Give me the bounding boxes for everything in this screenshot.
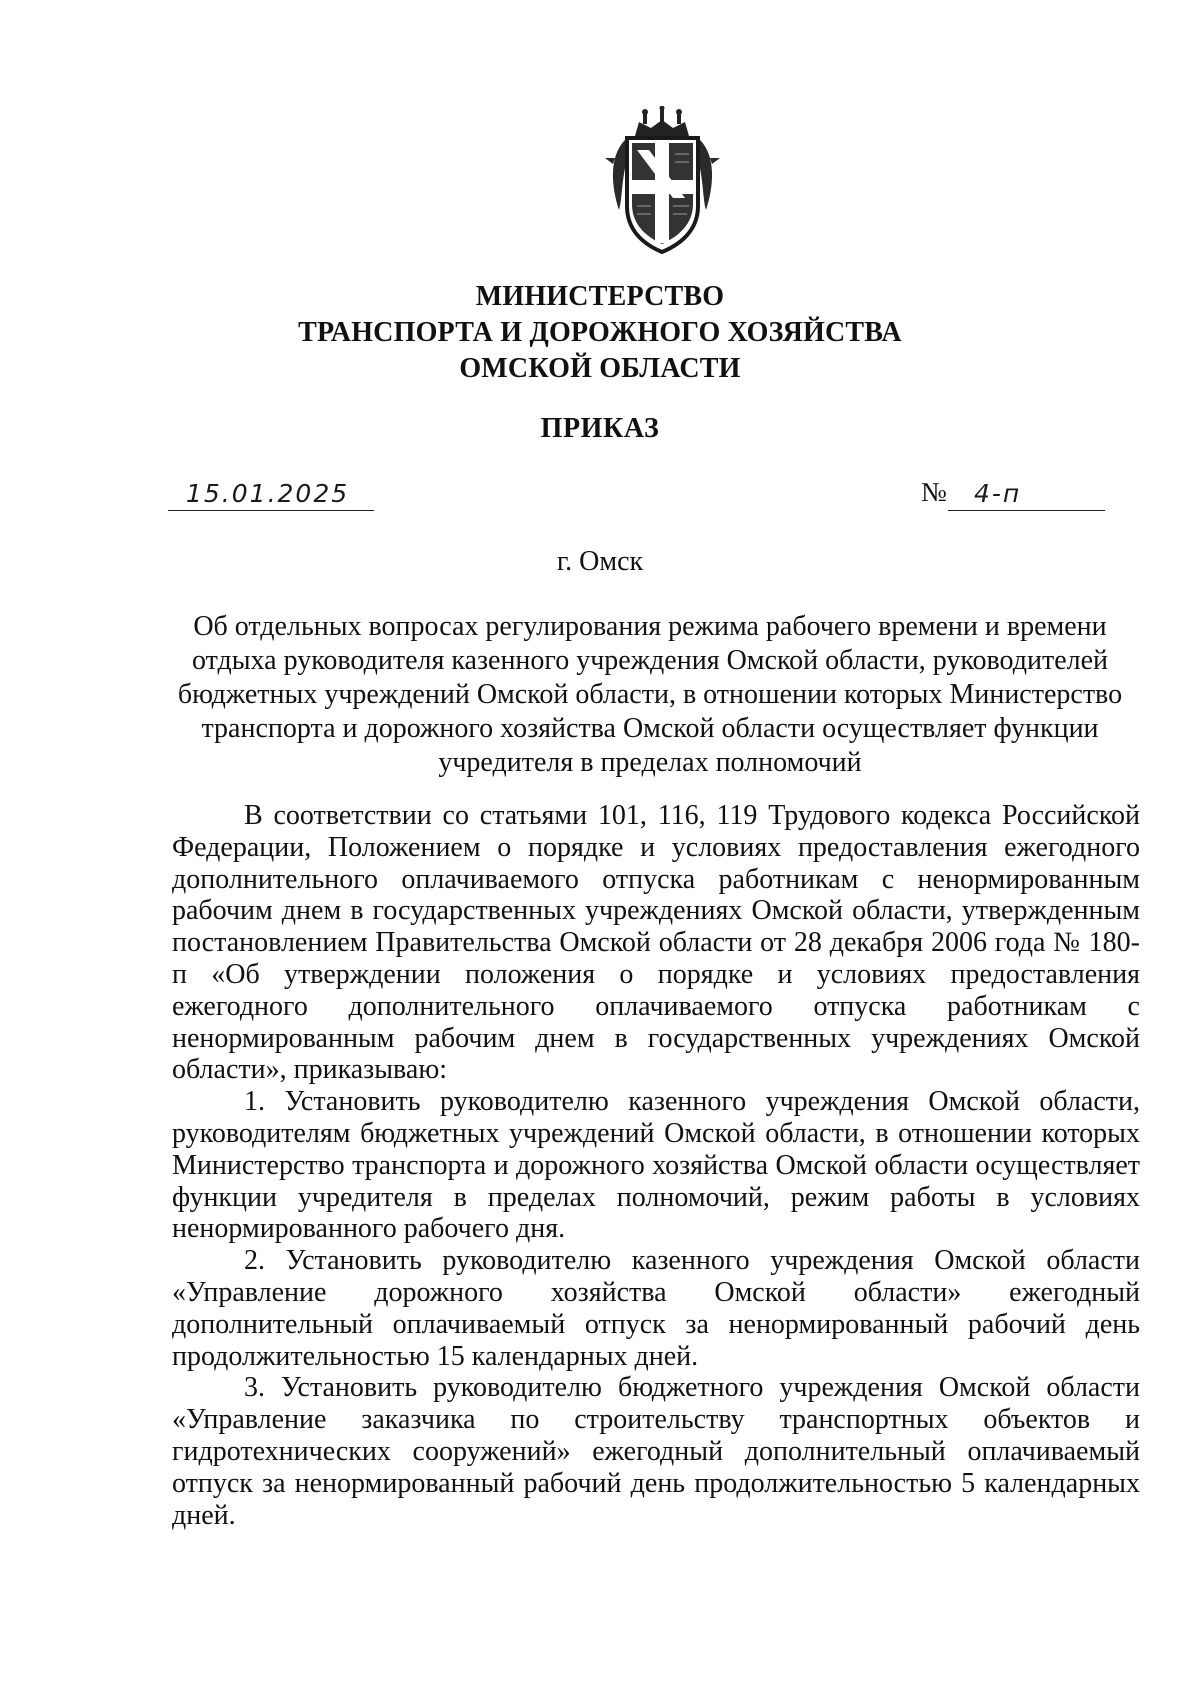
- coat-of-arms-icon: [605, 106, 720, 256]
- ministry-header: [0, 279, 1200, 387]
- number-label: №: [921, 477, 947, 507]
- handwritten-number: 4-п: [974, 479, 1022, 508]
- ministry-title-line-1: МИНИСТЕРСТВО: [475, 281, 725, 312]
- order-item-2: 2. Установить руководителю казенного учреждения Омской области «Управление дорожного хозяйства Омской области» ежегодный дополнительный оплачиваемый отпуск за ненормированный рабочий день продолжительностью 15 календарных дней.: [172, 1245, 1140, 1372]
- handwritten-date: 15.01.2025: [186, 479, 350, 508]
- document-type-title: ПРИКАЗ: [540, 413, 660, 444]
- number-field: [948, 474, 1105, 511]
- order-subject: Об отдельных вопросах регулирования режима рабочего времени и времени отдыха руководителя казенного учреждения Омской области, руководителей бюджетных учреждений Омской области, в отношении которых Министерство транспорта и дорожного хозяйства Омской области осуществляет функции учредителя в пределах полномочий: [177, 611, 1123, 778]
- order-item-3: 3. Установить руководителю бюджетного учреждения Омской области «Управление заказчика по строительству транспортных объектов и гидротехнических сооружений» ежегодный дополнительный оплачиваемый отпуск за ненормированный рабочий день продолжительностью 5 календарных дней.: [172, 1372, 1140, 1531]
- order-body: [172, 800, 1140, 1531]
- ministry-title-line-2: ТРАНСПОРТА И ДОРОЖНОГО ХОЗЯЙСТВА: [298, 317, 902, 348]
- order-item-1: 1. Установить руководителю казенного учреждения Омской области, руководителям бюджетных учреждений Омской области, в отношении которых Министерство транспорта и дорожного хозяйства Омской области осуществляет функции учредителя в пределах полномочий, режим работы в условиях ненормированного рабочего дня.: [172, 1086, 1140, 1245]
- date-field: [168, 474, 374, 511]
- ministry-title-line-3: ОМСКОЙ ОБЛАСТИ: [459, 353, 741, 384]
- preamble-paragraph: В соответствии со статьями 101, 116, 119 Трудового кодекса Российской Федерации, Положением о порядке и условиях предоставления ежегодного дополнительного оплачиваемого отпуска работникам с ненормированным рабочим днем в государственных учреждениях Омской области, утвержденным постановлением Правительства Омской области от 28 декабря 2006 года № 180-п «Об утверждении положения о порядке и условиях предоставления ежегодного дополнительного оплачиваемого отпуска работникам с ненормированным рабочим днем в государственных учреждениях Омской области», приказываю:: [172, 800, 1140, 1086]
- city-line: г. Омск: [556, 546, 644, 577]
